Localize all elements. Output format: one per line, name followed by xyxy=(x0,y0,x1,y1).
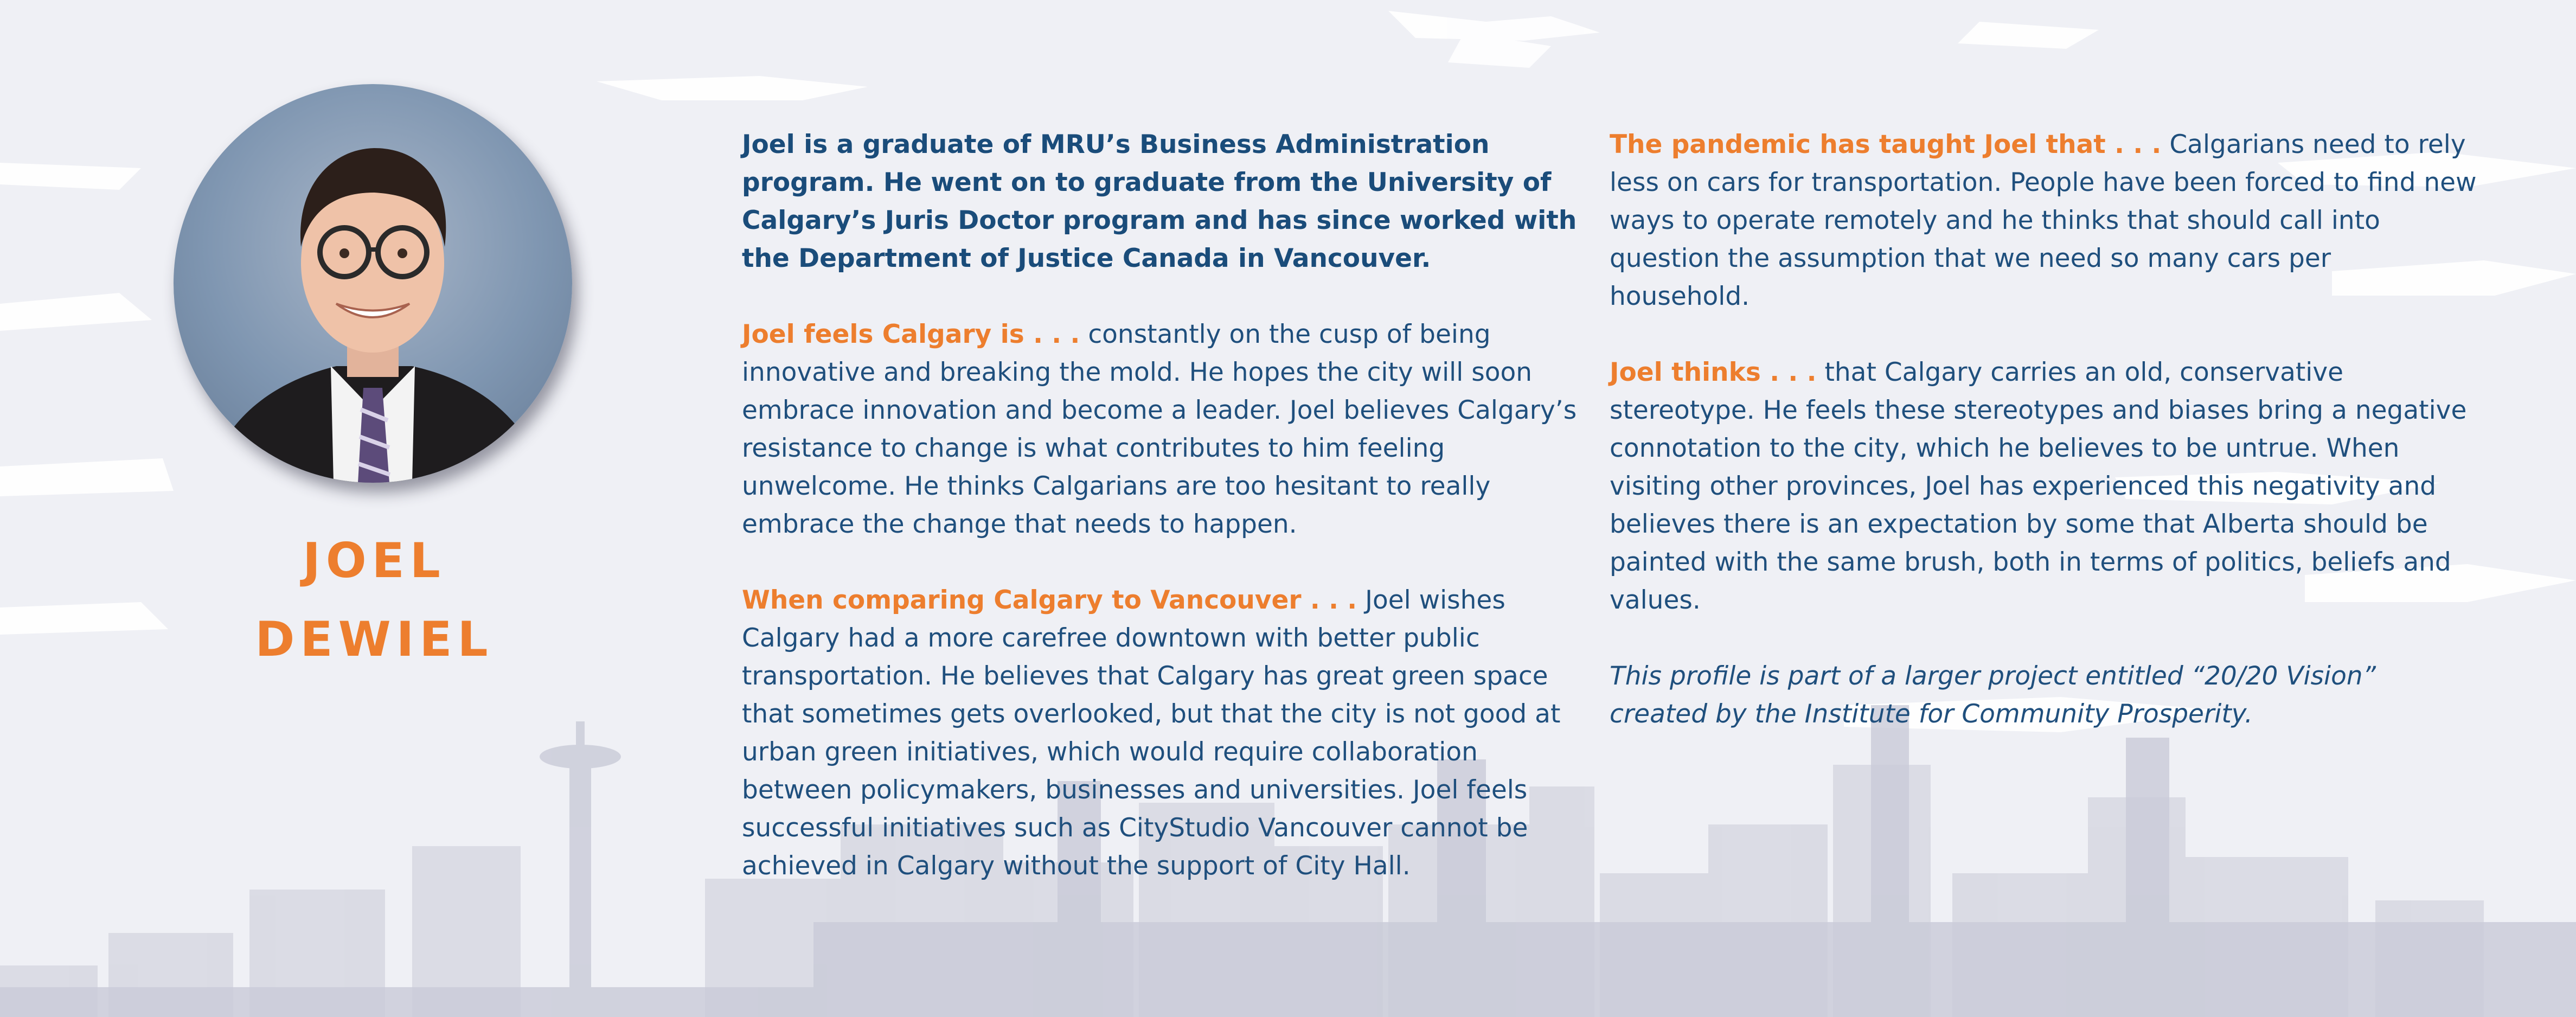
paragraph-lead: Joel feels Calgary is . . . xyxy=(742,319,1080,349)
paragraph-body: constantly on the cusp of being innovative and breaking the mold. He hopes the city will soon embrace innovation and become a leader. Joel believes Calgary’s resistance to change is what contributes to him feeling unwelcome. He thinks Calgarians are too hesitant to really embrace the change that needs to happen. xyxy=(742,319,1577,539)
paragraph-stereotype xyxy=(1610,354,2477,619)
paragraph-lead: Joel thinks . . . xyxy=(1610,357,1817,387)
portrait-photo xyxy=(174,84,572,483)
first-name: JOEL xyxy=(303,533,446,589)
project-credit: This profile is part of a larger project entitled “20/20 Vision” created by the Institute for Community Prosperity. xyxy=(1610,661,2376,729)
paragraph-body: Joel wishes Calgary had a more carefree downtown with better public transportation. He believes that Calgary has great green space that sometimes gets overlooked, but that the city is not good at urban green initiatives, which would require collaboration between policymakers, businesses and universities. Joel feels successful initiatives such as CityStudio Vancouver cannot be achieved in Calgary without the support of City Hall. xyxy=(742,585,1561,881)
paragraph-body: that Calgary carries an old, conservative stereotype. He feels these stereotypes and biases bring a negative connotation to the city, which he believes to be untrue. When visiting other provinces, Joel has experienced this negativity and believes there is an expectation by some that Alberta should be painted with the same brush, both in terms of politics, beliefs and values. xyxy=(1610,357,2467,615)
intro-paragraph: Joel is a graduate of MRU’s Business Administration program. He went on to graduate from the University of Calgary’s Juris Doctor program and has since worked with the Department of Justice Canada in Vancouver. xyxy=(742,130,1577,273)
paragraph-vancouver-comparison xyxy=(742,581,1580,885)
paragraph-body: Calgarians need to rely less on cars for transportation. People have been forced to find new ways to operate remotely and he thinks that should call into question the assumption that we need so many cars per household. xyxy=(1610,130,2477,311)
paragraph-calgary-feels xyxy=(742,316,1580,543)
last-name: DEWIEL xyxy=(255,611,494,667)
paragraph-lead: When comparing Calgary to Vancouver . . . xyxy=(742,585,1357,615)
paragraph-lead: The pandemic has taught Joel that . . . xyxy=(1610,130,2162,159)
left-text-column xyxy=(742,126,1580,923)
paragraph-pandemic xyxy=(1610,126,2477,316)
right-text-column xyxy=(1610,126,2477,771)
